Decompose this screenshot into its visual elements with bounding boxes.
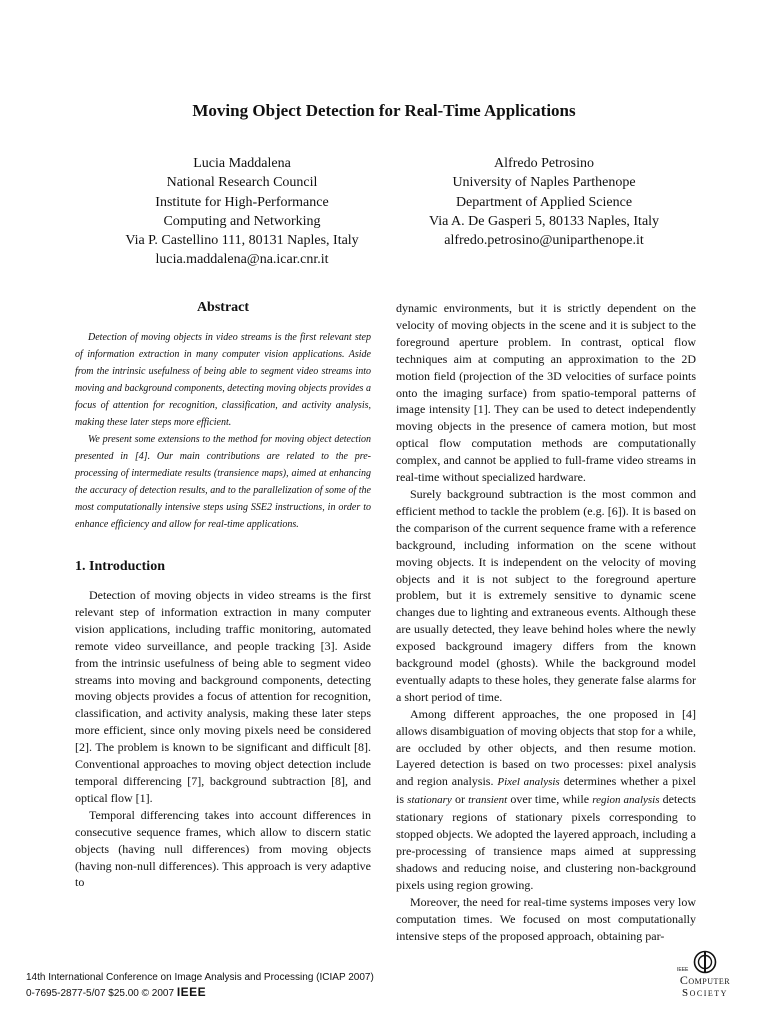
body-paragraph: Surely background subtraction is the most common and efficient method to tackle the problem (e.g. [6]). It is based on the comparison of the current sequence frame with a reference background, including information on the scene without moving objects. It is independent on the velocity of moving objects and it is not subject to the foreground aperture problem, but it is extremely sensitive to dynamic scene changes due to lighting and extraneous events. Although these are usually detected, they leave behind holes where the newly exposed background imagery differs from the known background model (ghosts). While the background model eventually adapts to these holes, they generate false alarms for a short period of time. xyxy=(396,486,696,704)
author-name: Lucia Maddalena xyxy=(193,156,291,171)
text-run: or xyxy=(451,792,469,807)
author-address: Via P. Castellino 111, 80131 Naples, Italy xyxy=(125,233,359,249)
footer-conference: 14th International Conference on Image Analysis and Processing (ICIAP 2007) xyxy=(26,972,374,983)
body-paragraph xyxy=(396,706,696,894)
text-run: detects stationary regions of stationary pixels corresponding to stopped objects. We adopted the layered approach, including a pre-processing of transience maps aimed at suppressing shadows and reducing noise, and clustering non-background pixels using region growing. xyxy=(396,792,696,892)
logo-ieee-small: IEEE xyxy=(677,967,689,973)
author-email: lucia.maddalena@na.icar.cnr.it xyxy=(155,252,329,268)
italic-term: region analysis xyxy=(592,794,660,807)
abstract-paragraph: We present some extensions to the method for moving object detection presented in [4]. Our main contributions are related to the pre-processing of intermediate results (transience maps), aimed at enhancing the accuracy of detection results, and to the parallelization of some of the most computationally intensive steps using SSE2 instructions, in order to enhance efficiency and allow for real-time applications. xyxy=(75,434,371,530)
page-footer xyxy=(26,971,374,1001)
logo-line-society: Society xyxy=(682,987,728,999)
author-affiliation: University of Naples Parthenope xyxy=(452,175,636,191)
paper-title: Moving Object Detection for Real-Time Applications xyxy=(192,101,576,120)
body-paragraph: Temporal differencing takes into account differences in consecutive sequence frames, which allow to discern static objects (having null differences) from moving objects (having non-null differences). This approach is very adaptive to xyxy=(75,807,371,890)
copyright-text: 0-7695-2877-5/07 $25.00 © 2007 xyxy=(26,988,175,999)
author-email: alfredo.petrosino@uniparthenope.it xyxy=(444,233,644,249)
left-column xyxy=(75,300,371,891)
computer-society-logo xyxy=(660,950,750,1000)
author-affiliation: Department of Applied Science xyxy=(455,194,633,210)
abstract-heading: Abstract xyxy=(196,300,250,315)
right-column xyxy=(396,300,696,944)
ieee-wordmark: IEEE xyxy=(176,985,207,999)
author-address: Via A. De Gasperi 5, 80133 Naples, Italy xyxy=(428,213,660,229)
author-affiliation: National Research Council xyxy=(166,175,318,191)
italic-term: stationary xyxy=(407,794,452,807)
italic-term: transient xyxy=(468,794,508,807)
text-run: over time, while xyxy=(507,792,593,807)
author-block-2 xyxy=(394,154,694,250)
text-run: Among different approaches, the one proposed in [4] allows disambiguation of moving objects that stop for a while, are occluded by other objects, and then resume motion. Layered detection is based on two processes: pixel analysis and region analysis. xyxy=(396,706,696,789)
text-run: determines whether a pixel is xyxy=(396,774,696,807)
body-paragraph: Detection of moving objects in video streams is the first relevant step of information extraction in many computer vision applications, including traffic monitoring, automated remote video surveillance, and people tracking [3]. Aside from the intrinsic usefulness of being able to segment video streams into moving and background components, detecting moving objects provides a focus of attention for recognition, classification, and activity analysis, making these later steps more efficient, since only moving pixels need be considered [2]. The problem is known to be significant and difficult [8]. Conventional approaches to moving object detection include temporal differencing [7], background subtraction [8], and optical flow [1]. xyxy=(75,588,371,805)
abstract-paragraph: Detection of moving objects in video streams is the first relevant step of information extraction in many computer vision applications. Aside from the intrinsic usefulness of being able to segment video streams into moving and background components, detecting moving objects provides a focus of attention for recognition, classification, and activity analysis, making these later steps more efficient. xyxy=(75,332,371,428)
abstract-body xyxy=(75,329,371,533)
author-name: Alfredo Petrosino xyxy=(494,156,594,171)
logo-line-computer: Computer xyxy=(679,973,731,987)
computer-society-emblem-icon xyxy=(691,950,719,974)
author-block-1 xyxy=(92,154,392,270)
body-paragraph: dynamic environments, but it is strictly dependent on the velocity of moving objects in the scene and it is subject to the foreground aperture problem. In contrast, optical flow techniques aim at computing an approximation to the 2D motion field (projection of the 3D velocities of surface points onto the imaging surface) from spatio-temporal patterns of image intensity [1]. They can be used to detect independently moving objects in the presence of camera motion, but most optical flow computation methods are computationally complex, and cannot be applied to full-frame video streams in real-time without specialized hardware. xyxy=(396,301,696,485)
author-affiliation: Institute for High-Performance xyxy=(155,194,329,210)
footer-copyright xyxy=(26,985,374,1001)
introduction-body xyxy=(75,587,371,891)
section-heading-introduction: 1. Introduction xyxy=(75,559,165,574)
author-affiliation: Computing and Networking xyxy=(163,213,321,229)
italic-term: Pixel analysis xyxy=(497,776,560,789)
body-paragraph: Moreover, the need for real-time systems imposes very low computation times. We focused on most computationally intensive steps of the proposed approach, obtaining par- xyxy=(396,894,696,943)
